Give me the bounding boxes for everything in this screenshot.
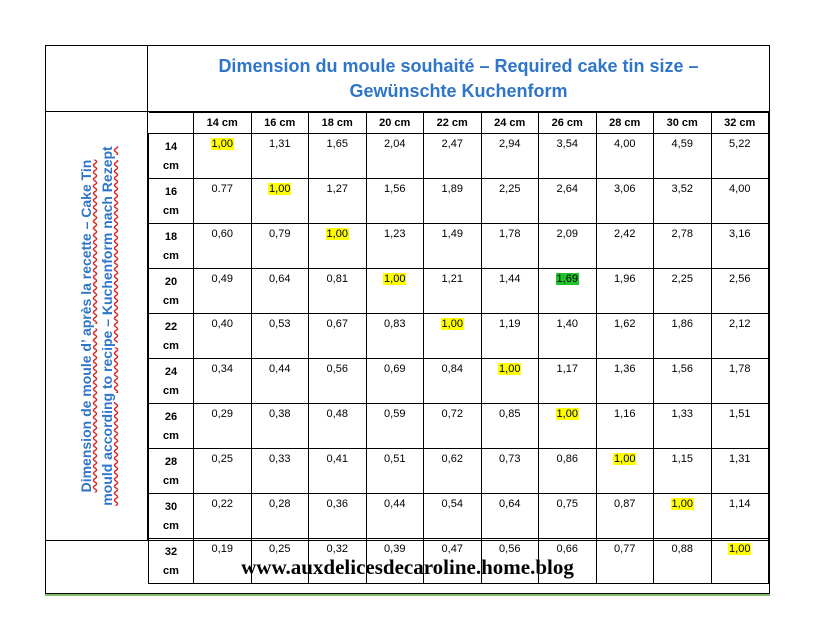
factor-cell <box>596 404 654 449</box>
factor-value: 1,23 <box>384 228 406 240</box>
factor-value: 1,56 <box>384 183 406 195</box>
row-header <box>149 179 194 224</box>
factor-cell <box>596 449 654 494</box>
factor-value: 0,36 <box>326 498 348 510</box>
factor-cell <box>481 449 539 494</box>
row-header-unit: cm <box>163 520 179 532</box>
factor-cell <box>539 404 597 449</box>
title-line-1: Dimension du moule souhaité – Required cake tin size – <box>218 55 699 76</box>
factor-cell <box>596 179 654 224</box>
factor-cell <box>424 314 482 359</box>
factor-value: 0,56 <box>499 543 521 555</box>
factor-cell <box>539 494 597 539</box>
factor-value: 0,81 <box>326 273 348 285</box>
factor-value: 3,16 <box>729 228 751 240</box>
factor-value: 2,47 <box>441 138 463 150</box>
column-header-row <box>149 113 769 134</box>
factor-value: 1,62 <box>614 318 636 330</box>
cake-tin-conversion-table <box>45 45 770 594</box>
row-header <box>149 134 194 179</box>
factor-cell <box>251 494 309 539</box>
factor-cell <box>539 269 597 314</box>
side-label <box>76 126 118 526</box>
row-header-size: 16 <box>164 186 178 198</box>
factor-value: 1,19 <box>499 318 521 330</box>
factor-cell <box>539 314 597 359</box>
factor-value: 0,87 <box>614 498 636 510</box>
factor-cell <box>194 224 252 269</box>
column-header: 16 cm <box>251 113 309 134</box>
column-header: 22 cm <box>424 113 482 134</box>
table-row <box>149 449 769 494</box>
factor-value: 0,72 <box>441 408 463 420</box>
factor-value: 0,88 <box>671 543 693 555</box>
factor-value: 5,22 <box>729 138 751 150</box>
row-header <box>149 269 194 314</box>
factor-value: 0,54 <box>441 498 463 510</box>
factor-value: 1,65 <box>326 138 348 150</box>
row-header-unit: cm <box>163 205 179 217</box>
factor-cell <box>366 269 424 314</box>
row-header <box>149 449 194 494</box>
factor-value: 4,59 <box>671 138 693 150</box>
factor-value: 1,00 <box>556 408 578 420</box>
factor-value: 1,78 <box>499 228 521 240</box>
factor-value: 2,42 <box>614 228 636 240</box>
factor-value: 1,17 <box>556 363 578 375</box>
factor-value: 0,29 <box>211 408 233 420</box>
factor-value: 3,06 <box>614 183 636 195</box>
row-header-unit: cm <box>163 295 179 307</box>
factor-cell <box>194 179 252 224</box>
factor-cell <box>251 314 309 359</box>
factor-value: 2,56 <box>729 273 751 285</box>
factor-value: 1,21 <box>441 273 463 285</box>
factor-cell <box>711 269 769 314</box>
factor-value: 0,85 <box>499 408 521 420</box>
factor-value: 0,33 <box>269 453 291 465</box>
factor-value: 2,25 <box>499 183 521 195</box>
factor-value: 2,78 <box>671 228 693 240</box>
factor-cell <box>194 269 252 314</box>
title-line-2: Gewünschte Kuchenform <box>349 80 568 101</box>
factor-cell <box>424 269 482 314</box>
side-label-cell <box>46 112 148 540</box>
factor-cell <box>366 179 424 224</box>
row-header-size: 32 <box>164 546 178 558</box>
factor-cell <box>424 179 482 224</box>
row-header-size: 14 <box>164 141 178 153</box>
factor-cell <box>654 269 712 314</box>
row-header <box>149 494 194 539</box>
row-header-size: 24 <box>164 366 178 378</box>
factor-value: 0,79 <box>269 228 291 240</box>
factor-cell <box>424 359 482 404</box>
factor-cell <box>251 134 309 179</box>
factor-cell <box>539 359 597 404</box>
factor-cell <box>711 224 769 269</box>
row-header-unit: cm <box>163 385 179 397</box>
table-row <box>149 224 769 269</box>
table-row <box>149 179 769 224</box>
factor-value: 0,77 <box>614 543 636 555</box>
factor-value: 0,25 <box>269 543 291 555</box>
factor-value: 2,09 <box>556 228 578 240</box>
table-row <box>149 404 769 449</box>
factor-cell <box>424 224 482 269</box>
factor-cell <box>251 224 309 269</box>
factor-value: 1,00 <box>269 183 291 195</box>
factor-value: 0,66 <box>556 543 578 555</box>
row-header-unit: cm <box>163 160 179 172</box>
factor-cell <box>309 134 367 179</box>
row-header <box>149 224 194 269</box>
factor-value: 0,32 <box>326 543 348 555</box>
factor-cell <box>654 404 712 449</box>
factor-cell <box>194 359 252 404</box>
factor-value: 0,19 <box>211 543 233 555</box>
factor-cell <box>309 224 367 269</box>
factor-value: 2,64 <box>556 183 578 195</box>
factor-value: 0,86 <box>556 453 578 465</box>
factor-value: 0,44 <box>269 363 291 375</box>
factor-cell <box>366 224 424 269</box>
factor-value: 0,34 <box>211 363 233 375</box>
factor-cell <box>251 269 309 314</box>
factor-cell <box>309 404 367 449</box>
table-row <box>149 269 769 314</box>
factor-cell <box>596 494 654 539</box>
factor-cell <box>654 179 712 224</box>
factor-cell <box>711 404 769 449</box>
factor-cell <box>596 224 654 269</box>
factor-value: 2,94 <box>499 138 521 150</box>
factor-value: 0,75 <box>556 498 578 510</box>
factor-value: 0,56 <box>326 363 348 375</box>
row-header-size: 26 <box>164 411 178 423</box>
factor-value: 1,14 <box>729 498 751 510</box>
factor-value: 0,83 <box>384 318 406 330</box>
row-header-size: 20 <box>164 276 178 288</box>
factor-cell <box>309 359 367 404</box>
factor-value: 1,00 <box>614 453 636 465</box>
factor-cell <box>309 494 367 539</box>
factor-cell <box>251 179 309 224</box>
factor-value: 1,00 <box>671 498 693 510</box>
column-header: 32 cm <box>711 113 769 134</box>
factor-value: 0,44 <box>384 498 406 510</box>
factor-value: 1,33 <box>671 408 693 420</box>
factor-value: 0,28 <box>269 498 291 510</box>
factor-value: 0,22 <box>211 498 233 510</box>
footer-website: www.auxdelicesdecaroline.home.blog <box>46 540 769 593</box>
row-header <box>149 314 194 359</box>
factor-cell <box>596 269 654 314</box>
factor-cell <box>194 404 252 449</box>
factor-cell <box>481 359 539 404</box>
factor-value: 0,25 <box>211 453 233 465</box>
factor-cell <box>309 449 367 494</box>
factor-value: 0,53 <box>269 318 291 330</box>
row-header <box>149 359 194 404</box>
column-header: 26 cm <box>539 113 597 134</box>
factor-value: 1,00 <box>326 228 348 240</box>
column-header: 20 cm <box>366 113 424 134</box>
factor-value: 1,40 <box>556 318 578 330</box>
factor-value: 2,04 <box>384 138 406 150</box>
factor-value: 1,15 <box>671 453 693 465</box>
factor-value: 0,59 <box>384 408 406 420</box>
factor-value: 0,64 <box>499 498 521 510</box>
factor-cell <box>366 449 424 494</box>
factor-value: 0,47 <box>441 543 463 555</box>
factor-cell <box>654 224 712 269</box>
footer-underline <box>45 594 770 596</box>
factor-cell <box>654 134 712 179</box>
factor-value: 0.77 <box>211 183 233 195</box>
factor-cell <box>711 494 769 539</box>
factor-value: 1,86 <box>671 318 693 330</box>
factor-cell <box>424 404 482 449</box>
factor-value: 1,96 <box>614 273 636 285</box>
factor-value: 1,89 <box>441 183 463 195</box>
factor-value: 2,25 <box>671 273 693 285</box>
factor-value: 1,69 <box>556 273 578 285</box>
factor-value: 1,51 <box>729 408 751 420</box>
factor-value: 1,56 <box>671 363 693 375</box>
factor-cell <box>596 314 654 359</box>
factor-cell <box>539 224 597 269</box>
factor-cell <box>424 134 482 179</box>
factor-value: 1,00 <box>211 138 233 150</box>
factor-cell <box>711 449 769 494</box>
factor-value: 0,62 <box>441 453 463 465</box>
factor-cell <box>309 269 367 314</box>
factor-value: 0,40 <box>211 318 233 330</box>
side-label-line-1: Dimension de moule d’ après la recette – Cake Tin <box>78 159 94 493</box>
table-row <box>149 359 769 404</box>
column-header: 18 cm <box>309 113 367 134</box>
factor-value: 0,41 <box>326 453 348 465</box>
factor-cell <box>366 314 424 359</box>
factor-value: 0,67 <box>326 318 348 330</box>
factor-value: 0,64 <box>269 273 291 285</box>
factor-cell <box>654 359 712 404</box>
row-header-size: 22 <box>164 321 178 333</box>
factor-cell <box>539 449 597 494</box>
factor-cell <box>481 314 539 359</box>
side-label-line-2: mould according to recipe – Kuchenform nach Rezept <box>99 146 115 506</box>
factor-value: 1,78 <box>729 363 751 375</box>
factor-cell <box>194 314 252 359</box>
factor-cell <box>711 179 769 224</box>
factor-cell <box>309 179 367 224</box>
factor-cell <box>654 449 712 494</box>
factor-value: 2,12 <box>729 318 751 330</box>
factor-value: 1,00 <box>384 273 406 285</box>
factor-cell <box>539 134 597 179</box>
row-header-size: 18 <box>164 231 178 243</box>
factor-value: 1,27 <box>326 183 348 195</box>
corner-cell <box>46 46 148 112</box>
factor-cell <box>596 134 654 179</box>
factor-cell <box>424 494 482 539</box>
row-header-unit: cm <box>163 250 179 262</box>
factor-value: 1,31 <box>729 453 751 465</box>
row-header-size: 28 <box>164 456 178 468</box>
factor-value: 1,49 <box>441 228 463 240</box>
table-row <box>149 314 769 359</box>
factor-value: 1,36 <box>614 363 636 375</box>
row-header-unit: cm <box>163 475 179 487</box>
factor-table <box>148 112 769 584</box>
factor-cell <box>481 179 539 224</box>
factor-cell <box>711 314 769 359</box>
factor-cell <box>194 449 252 494</box>
factor-value: 1,00 <box>441 318 463 330</box>
factor-value: 4,00 <box>614 138 636 150</box>
factor-cell <box>481 134 539 179</box>
factor-value: 1,00 <box>729 543 751 555</box>
factor-value: 0,73 <box>499 453 521 465</box>
factor-cell <box>251 449 309 494</box>
factor-cell <box>366 359 424 404</box>
factor-cell <box>251 359 309 404</box>
factor-cell <box>596 359 654 404</box>
factor-value: 0,38 <box>269 408 291 420</box>
factor-cell <box>654 314 712 359</box>
header-blank-cell <box>149 113 194 134</box>
factor-value: 4,00 <box>729 183 751 195</box>
factor-value: 0,51 <box>384 453 406 465</box>
row-header-unit: cm <box>163 430 179 442</box>
factor-cell <box>424 449 482 494</box>
table-body <box>149 134 769 584</box>
factor-cell <box>481 494 539 539</box>
factor-value: 0,49 <box>211 273 233 285</box>
factor-value: 3,54 <box>556 138 578 150</box>
factor-value: 0,60 <box>211 228 233 240</box>
table-title <box>148 46 769 112</box>
factor-cell <box>251 404 309 449</box>
factor-cell <box>366 404 424 449</box>
factor-value: 0,84 <box>441 363 463 375</box>
factor-cell <box>481 224 539 269</box>
factor-cell <box>711 359 769 404</box>
factor-cell <box>366 134 424 179</box>
row-header-size: 30 <box>164 501 178 513</box>
column-header: 28 cm <box>596 113 654 134</box>
factor-value: 1,31 <box>269 138 291 150</box>
factor-cell <box>711 134 769 179</box>
column-header: 30 cm <box>654 113 712 134</box>
factor-cell <box>194 494 252 539</box>
factor-cell <box>309 314 367 359</box>
factor-value: 0,39 <box>384 543 406 555</box>
factor-cell <box>366 494 424 539</box>
table-row <box>149 494 769 539</box>
factor-cell <box>481 404 539 449</box>
factor-cell <box>654 494 712 539</box>
factor-cell <box>194 134 252 179</box>
table-row <box>149 134 769 179</box>
factor-value: 3,52 <box>671 183 693 195</box>
row-header <box>149 404 194 449</box>
column-header: 14 cm <box>194 113 252 134</box>
row-header-unit: cm <box>163 340 179 352</box>
factor-cell <box>539 179 597 224</box>
row-header-unit: cm <box>163 565 179 577</box>
factor-value: 1,44 <box>499 273 521 285</box>
factor-value: 0,69 <box>384 363 406 375</box>
column-header: 24 cm <box>481 113 539 134</box>
factor-cell <box>481 269 539 314</box>
factor-value: 0,48 <box>326 408 348 420</box>
factor-value: 1,16 <box>614 408 636 420</box>
factor-value: 1,00 <box>499 363 521 375</box>
